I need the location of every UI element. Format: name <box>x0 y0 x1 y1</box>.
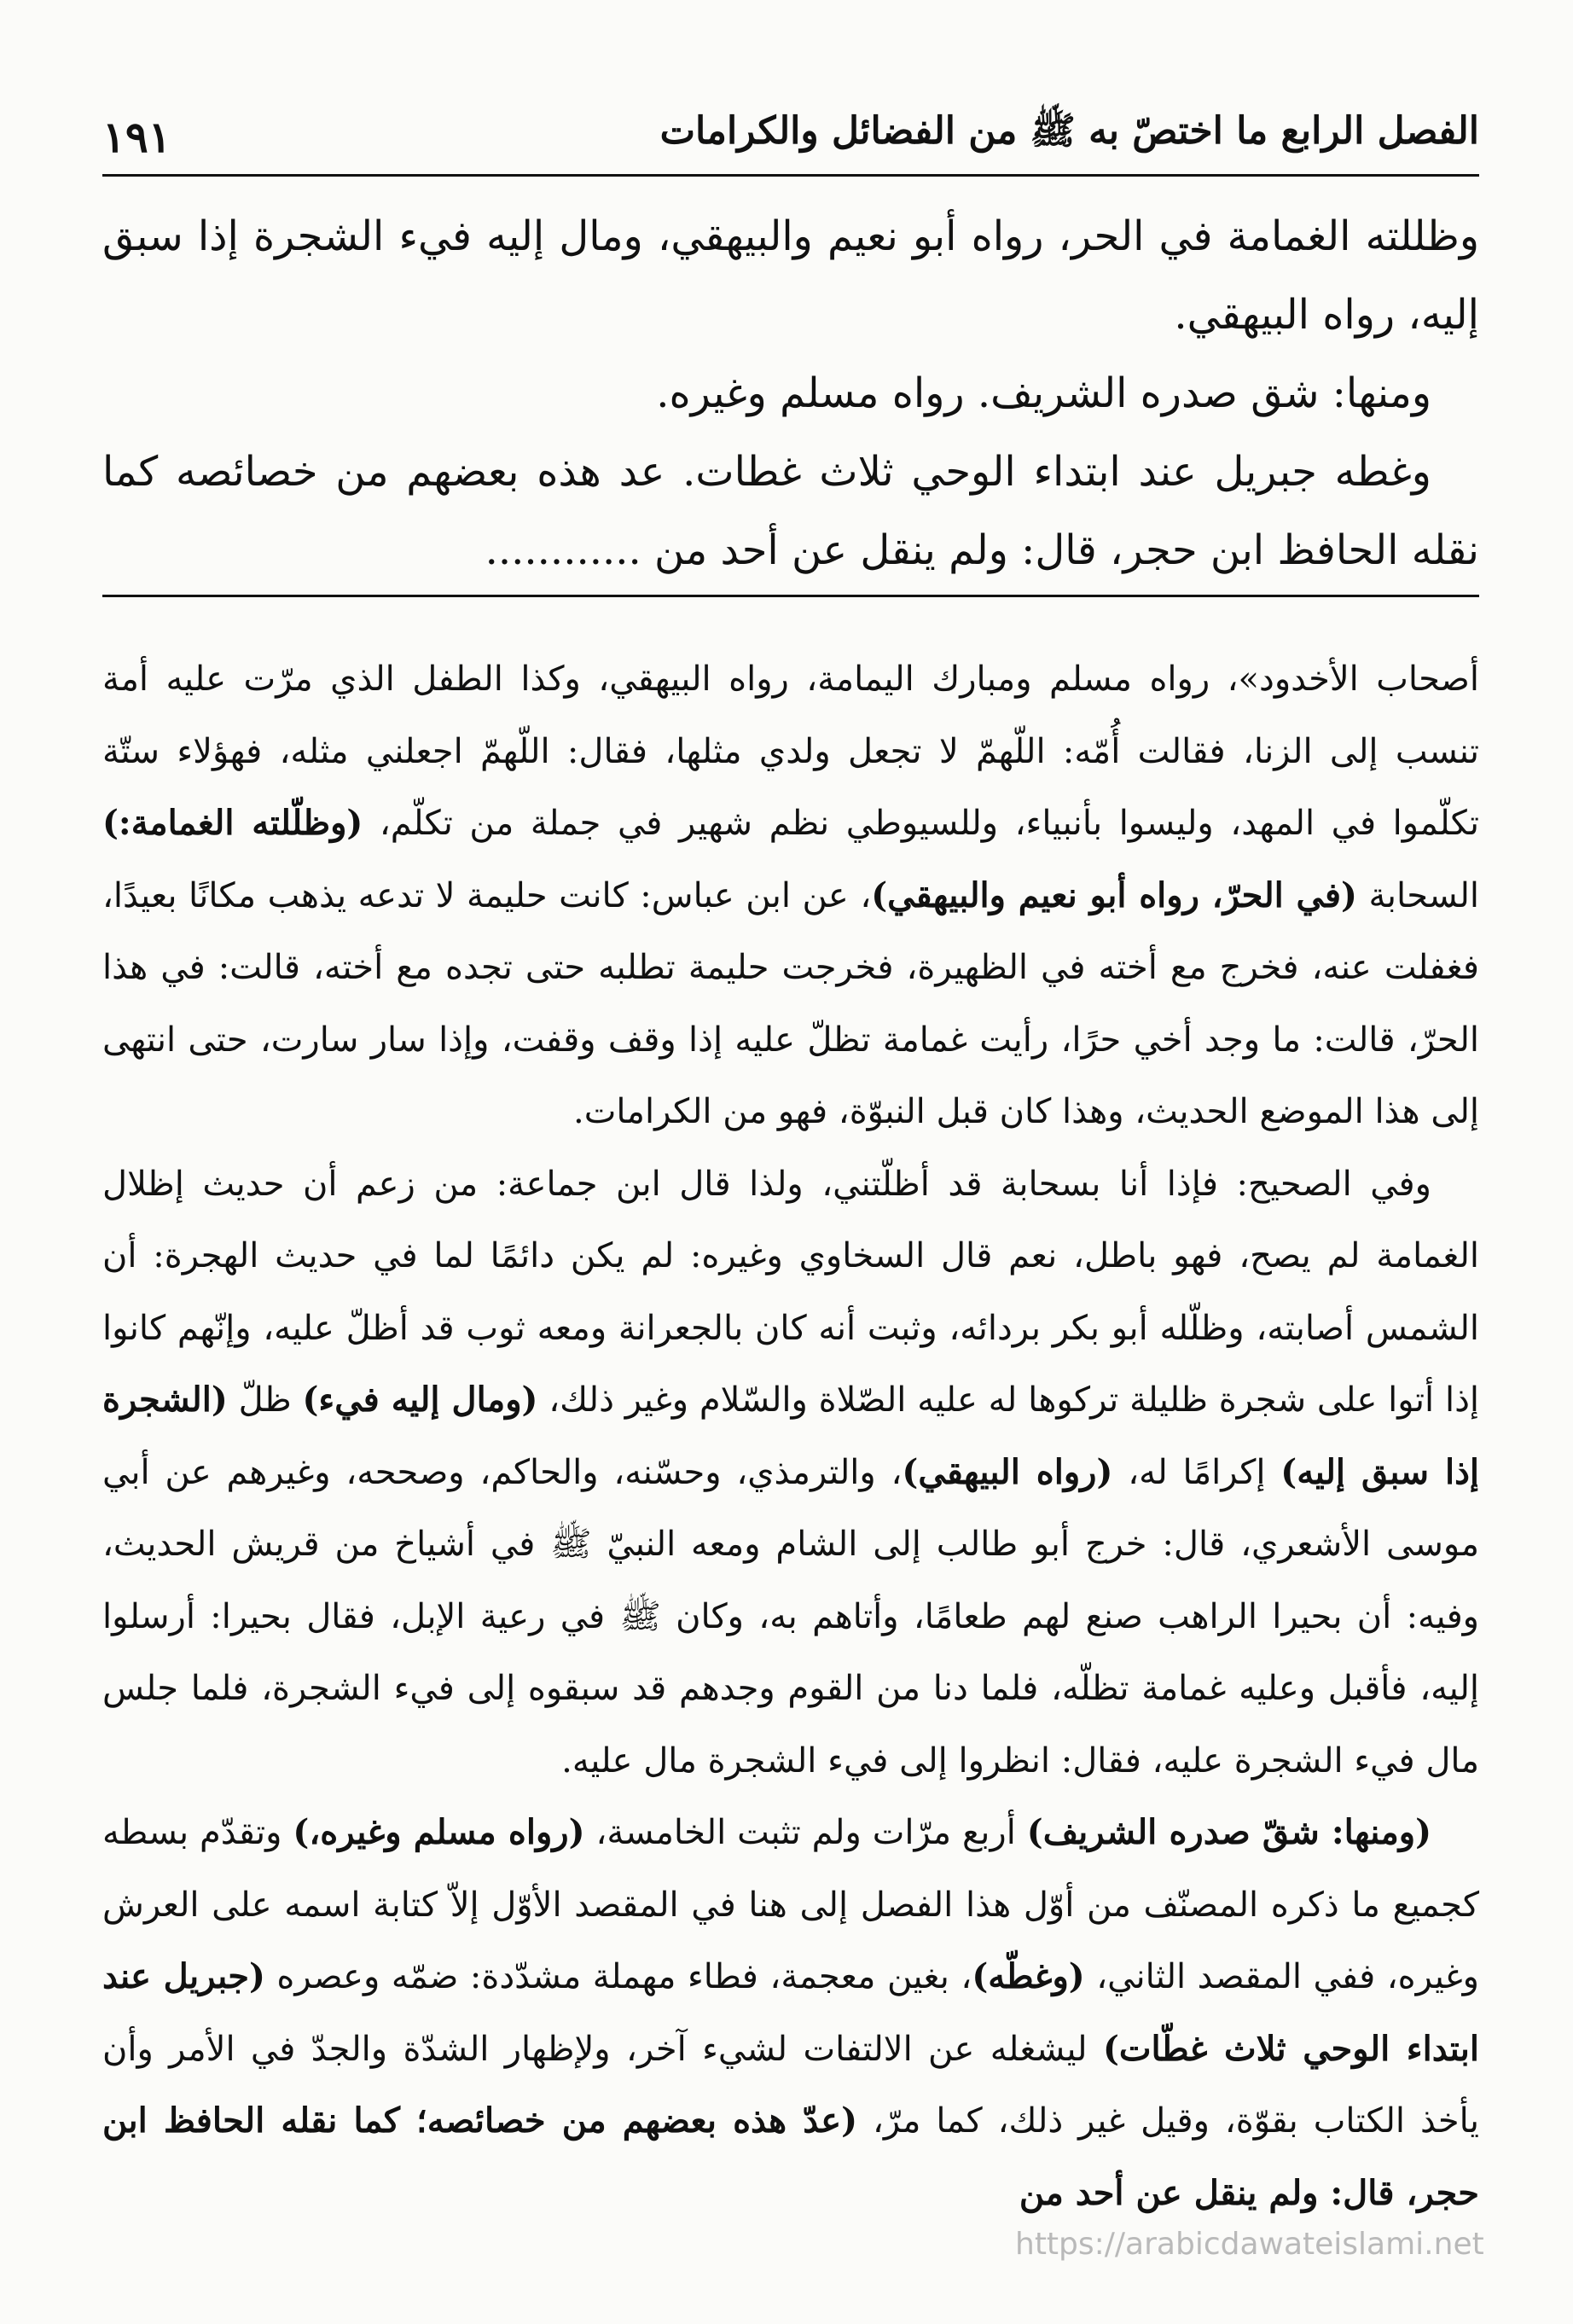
commentary-text: ، والترمذي، وحسّنه، والحاكم، وصححه، وغيرهم عن أبي موسى الأشعري، قال: خرج أبو طالب إلى الشام ومعه النبيّ ﷺ في أشياخ من قريش الحديث، وفيه: أن بحيرا الراهب صنع لهم طعامًا، وأتاهم به، وكان ﷺ في رعية الإبل، فقال بحيرا: أرسلوا إليه، فأقبل وعليه غمامة تظلّه، فلما دنا من القوم وجدهم قد سبقوه إلى فيء الشجرة، فلما جلس مال فيء الشجرة عليه، فقال: انظروا إلى فيء الشجرة مال عليه. <box>102 1452 1479 1781</box>
commentary-text: ، عن ابن عباس: كانت حليمة لا تدعه يذهب مكانًا بعيدًا، فغفلت عنه، فخرج مع أخته في الظهيرة، فخرجت حليمة تطلبه حتى تجده مع أخته، قالت: في هذا الحرّ، قالت: ما وجد أخي حرًا، رأيت غمامة تظلّ عليه إذا وقف وقفت، وإذا سار سارت، حتى انتهى إلى هذا الموضع الحديث، وهذا كان قبل النبوّة، فهو من الكرامات. <box>102 875 1479 1131</box>
quoted-text: (وغطّه) <box>972 1956 1085 1996</box>
quoted-text: (رواه مسلم وغيره،) <box>293 1812 585 1852</box>
quoted-text: (عدّ هذه بعضهم من خصائصه؛ كما نقله الحافظ ابن حجر، قال: ولم ينقل عن أحد من <box>102 2100 1479 2213</box>
quoted-text: (ومنها: شقّ صدره الشريف) <box>1026 1812 1431 1852</box>
chapter-title: الفصل الرابع ما اختصّ به ﷺ من الفضائل والكرامات <box>659 109 1479 153</box>
main-text-paragraph: ومنها: شق صدره الشريف. رواه مسلم وغيره. <box>656 369 1431 417</box>
commentary-text: أصحاب الأخدود»، رواه مسلم ومبارك اليمامة، رواه البيهقي، وكذا الطفل الذي مرّت عليه أمة تنسب إلى الزنا، فقالت أُمّه: اللّهمّ لا تجعل ولدي مثلها، فقال: اللّهمّ اجعلني مثله، فهؤلاء ستّة تكلّموا في المهد، وليسوا بأنبياء، وللسيوطي نظم شهير في جملة من تكلّم، <box>102 659 1479 843</box>
quoted-text: (في الحرّ، رواه أبو نعيم والبيهقي) <box>871 874 1357 915</box>
quoted-text: (وظلّلته الغمامة:) <box>102 803 363 843</box>
quoted-text: (الشجرة إذا سبق إليه) <box>102 1380 1480 1492</box>
commentary-text: السحابة <box>1356 875 1480 915</box>
running-header <box>102 94 1479 177</box>
commentary-text: وفي الصحيح: فإذا أنا بسحابة قد أظلّتني، ولذا قال ابن جماعة: من زعم أن حديث إظلال الغمامة لم يصح، فهو باطل، نعم قال السخاوي وغيره: لم يكن دائمًا لما في حديث الهجرة: أن الشمس أصابته، وظلّله أبو بكر بردائه، وثبت أنه كان بالجعرانة ومعه ثوب قد أظلّ عليه، وإنّهم كانوا إذا أتوا على شجرة ظليلة تركوها له عليه الصّلاة والسّلام وغير ذلك، <box>102 1164 1480 1420</box>
quoted-text: (جبريل عند ابتداء الوحي ثلاث غطّات) <box>102 1956 1480 2069</box>
watermark-url: https://arabicdawateislami.net <box>1015 2227 1484 2262</box>
quoted-text: (رواه البيهقي) <box>902 1451 1113 1492</box>
commentary-text: وتقدّم بسطه كجميع ما ذكره المصنّف من أوّل هذا الفصل إلى هنا في المقصد الأوّل إلاّ كتابة اسمه على العرش وغيره، ففي المقصد الثاني، <box>102 1813 1479 1996</box>
commentary-paragraph <box>102 643 1479 1148</box>
commentary-text: إكرامًا له، <box>1112 1452 1281 1492</box>
page-number: ١٩١ <box>102 112 171 162</box>
commentary-paragraph <box>102 1797 1479 2229</box>
commentary-text: ليشغله عن الالتفات لشيء آخر، ولإظهار الشدّة والجدّ في الأمر وأن يأخذ الكتاب بقوّة، وقيل غير ذلك، كما مرّ، <box>102 2029 1479 2141</box>
commentary-text: ، بغين معجمة، فطاء مهملة مشدّدة: ضمّه وعصره <box>264 1957 972 1996</box>
commentary-paragraph <box>102 1148 1479 1798</box>
main-text-divider <box>102 595 1479 597</box>
quoted-text: (ومال إليه فيء) <box>302 1380 538 1420</box>
commentary-text: أربع مرّات ولم تثبت الخامسة، <box>584 1813 1027 1852</box>
commentary <box>102 643 1479 2229</box>
main-text <box>102 197 1479 590</box>
commentary-text: ظلّ <box>227 1380 303 1420</box>
main-text-paragraph: وغطه جبريل عند ابتداء الوحي ثلاث غطات. عد هذه بعضهم من خصائصه كما نقله الحافظ ابن حجر، قال: ولم ينقل عن أحد من ............ <box>102 448 1479 574</box>
main-text-paragraph: وظللته الغمامة في الحر، رواه أبو نعيم والبيهقي، ومال إليه فيء الشجرة إذا سبق إليه، رواه البيهقي. <box>102 212 1479 339</box>
